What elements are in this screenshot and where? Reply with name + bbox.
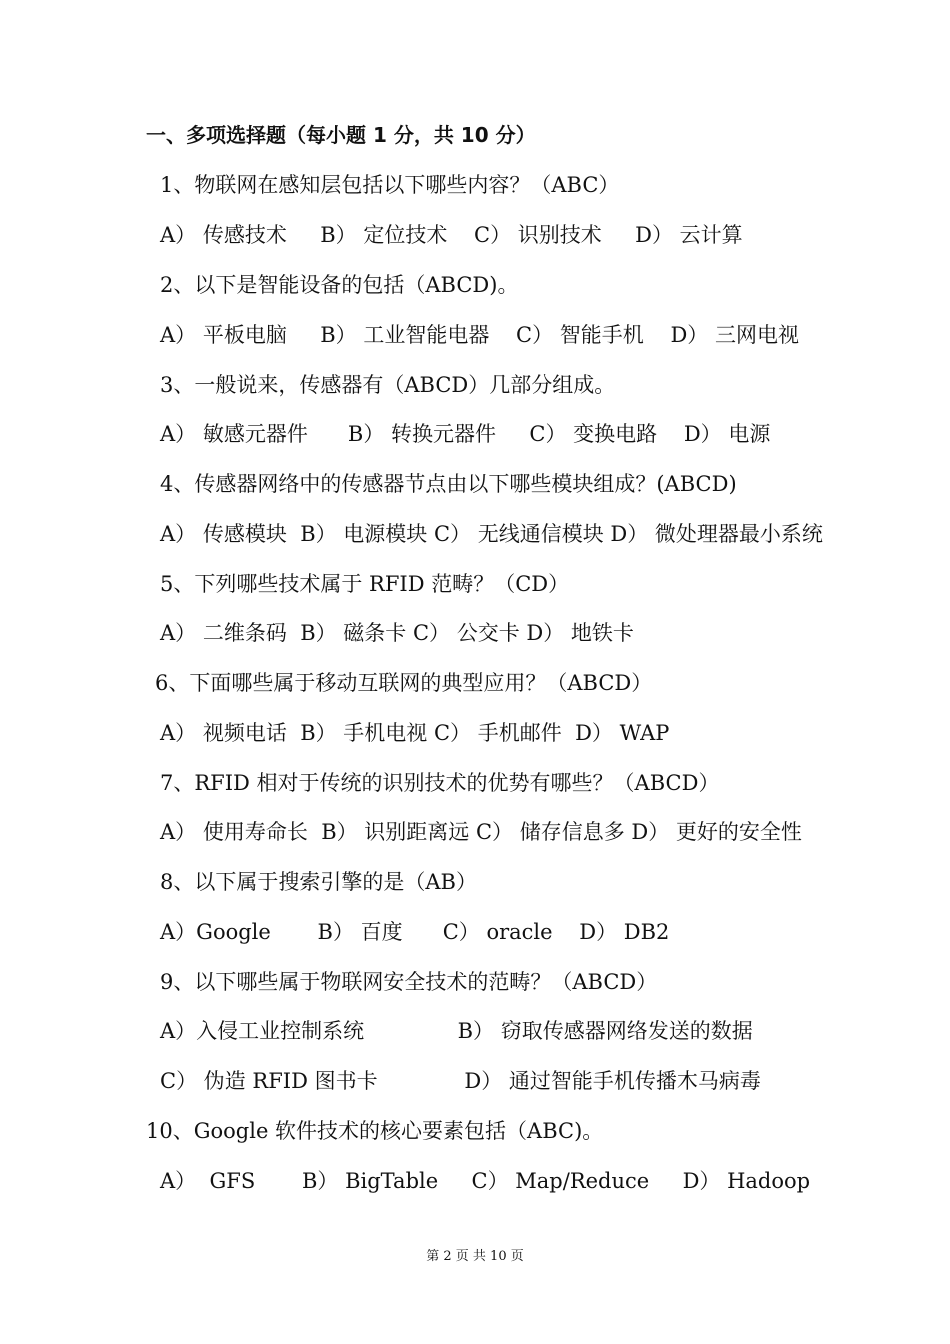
question-7: 7、RFID 相对于传统的识别技术的优势有哪些？（ABCD） (160, 771, 720, 795)
question-10-options: A） GFS B） BigTable C） Map/Reduce D） Hadoop (160, 1169, 811, 1193)
question-10: 10、Google 软件技术的核心要素包括（ABC)。 (146, 1119, 604, 1143)
question-9-options-row1: A）入侵工业控制系统 B） 窃取传感器网络发送的数据 (160, 1019, 753, 1043)
question-9: 9、以下哪些属于物联网安全技术的范畴？（ABCD） (160, 970, 658, 994)
question-1: 1、物联网在感知层包括以下哪些内容？（ABC） (160, 173, 620, 197)
question-4-options: A） 传感模块 B） 电源模块 C） 无线通信模块 D） 微处理器最小系统 (160, 522, 823, 546)
question-7-options: A） 使用寿命长 B） 识别距离远 C） 储存信息多 D） 更好的安全性 (160, 820, 802, 844)
question-1-options: A） 传感技术 B） 定位技术 C） 识别技术 D） 云计算 (160, 223, 743, 247)
question-6: 6、下面哪些属于移动互联网的典型应用？（ABCD） (155, 671, 653, 695)
question-4: 4、传感器网络中的传感器节点由以下哪些模块组成？(ABCD) (160, 472, 737, 496)
question-3: 3、一般说来，传感器有（ABCD）几部分组成。 (160, 373, 616, 397)
question-8-options: A）Google B） 百度 C） oracle D） DB2 (160, 920, 670, 944)
question-9-options-row2: C） 伪造 RFID 图书卡 D） 通过智能手机传播木马病毒 (160, 1069, 761, 1093)
question-8: 8、以下属于搜索引擎的是（AB） (160, 870, 477, 894)
question-5-options: A） 二维条码 B） 磁条卡 C） 公交卡 D） 地铁卡 (160, 621, 634, 645)
page-number-footer: 第 2 页 共 10 页 (426, 1249, 524, 1264)
question-2-options: A） 平板电脑 B） 工业智能电器 C） 智能手机 D） 三网电视 (160, 323, 799, 347)
question-3-options: A） 敏感元器件 B） 转换元器件 C） 变换电路 D） 电源 (160, 422, 771, 446)
question-6-options: A） 视频电话 B） 手机电视 C） 手机邮件 D） WAP (160, 721, 670, 745)
question-5: 5、下列哪些技术属于 RFID 范畴？（CD） (160, 572, 570, 596)
section-title: 一、多项选择题（每小题 1 分，共 10 分） (146, 123, 536, 147)
question-2: 2、以下是智能设备的包括（ABCD)。 (160, 273, 519, 297)
